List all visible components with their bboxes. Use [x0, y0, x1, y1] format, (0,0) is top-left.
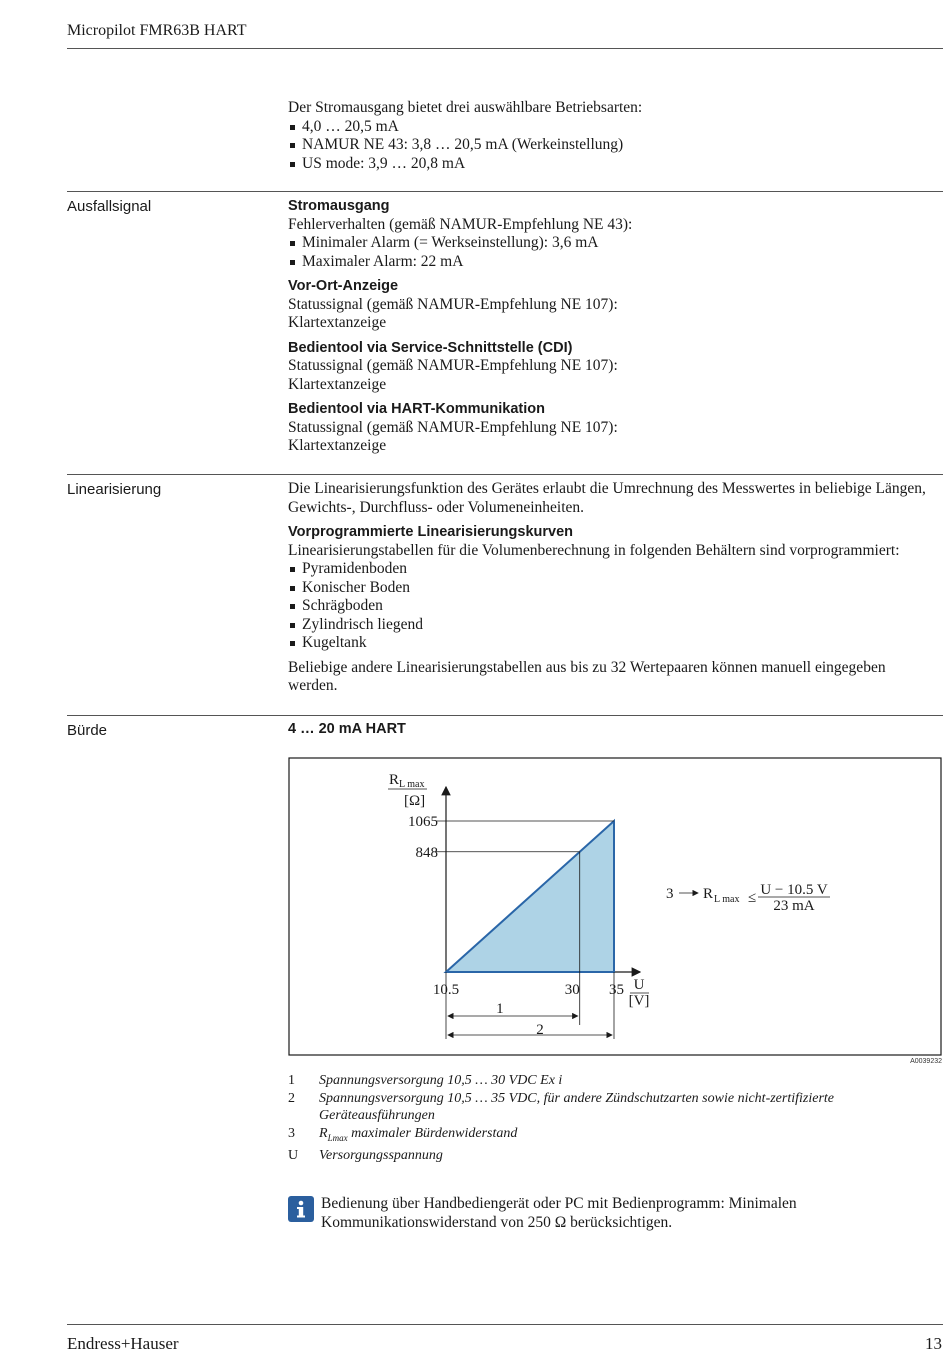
paragraph: Beliebige andere Linearisierungstabellen aus bis zu 32 Wertepaaren können manuell eingegeben werden.: [288, 658, 886, 694]
list-item: Konischer Boden: [288, 579, 928, 598]
y-tick-label: 1065: [408, 814, 438, 830]
paragraph: Klartextanzeige: [288, 375, 387, 393]
list-item: Maximaler Alarm: 22 mA: [288, 253, 928, 272]
row-label-buerde: Bürde: [67, 722, 108, 739]
chart-plot-area: [408, 787, 830, 1039]
subheading: Bedientool via HART-Kommunikation: [288, 401, 545, 417]
list-item: Schrägboden: [288, 597, 928, 616]
paragraph: Statussignal (gemäß NAMUR-Empfehlung NE 107):: [288, 418, 618, 436]
list-item: Pyramidenboden: [288, 560, 928, 579]
dimension-label: 2: [536, 1022, 544, 1038]
subheading: Vorprogrammierte Linearisierungskurven: [288, 524, 573, 540]
formula-callout: 3: [666, 886, 674, 902]
subheading: Stromausgang: [288, 198, 390, 214]
intro-text: Der Stromausgang bietet drei auswählbare Betriebsarten:: [288, 99, 643, 116]
alarm-list: [288, 234, 928, 271]
paragraph: Die Linearisierungsfunktion des Gerätes erlaubt die Umrechnung des Messwertes in beliebige Längen, Gewichts-, Durchfluss- oder Volumeneinheiten.: [288, 480, 926, 516]
header-rule: [67, 48, 943, 49]
subheading: Vor-Ort-Anzeige: [288, 278, 399, 294]
paragraph: Linearisierungstabellen für die Volumenberechnung in folgenden Behältern sind vorprogrammiert:: [288, 541, 900, 559]
list-item: Zylindrisch liegend: [288, 616, 928, 635]
paragraph: Klartextanzeige: [288, 314, 387, 331]
list-item: NAMUR NE 43: 3,8 … 20,5 mA (Werkeinstellung): [288, 136, 928, 155]
x-tick-label: 30: [564, 982, 580, 998]
paragraph: Fehlerverhalten (gemäß NAMUR-Empfehlung NE 43):: [288, 215, 633, 233]
formula-denominator: 23 mA: [773, 898, 815, 914]
formula-lhs-sub: L max: [714, 894, 740, 905]
footer-rule: [67, 1324, 943, 1325]
x-axis-label: U: [633, 977, 645, 993]
figure-id: A0039232: [910, 1058, 942, 1065]
list-item: Minimaler Alarm (= Werkseinstellung): 3,6 mA: [288, 234, 928, 253]
formula-operator: ≤: [748, 890, 757, 906]
paragraph: Statussignal (gemäß NAMUR-Empfehlung NE 107):: [288, 295, 618, 313]
x-tick-label: 35: [609, 982, 624, 998]
linearisierung-content: [288, 480, 928, 696]
formula-numerator: U − 10.5 V: [760, 882, 828, 898]
buerde-title: 4 … 20 mA HART: [288, 721, 406, 737]
row-label-ausfallsignal: Ausfallsignal: [67, 198, 152, 215]
load-chart: [288, 757, 943, 1057]
intro-list: [288, 118, 928, 174]
y-tick-label: 848: [415, 844, 438, 861]
legend-item: 2 Spannungsversorgung 10,5 … 35 VDC, für andere Zündschutzarten sowie nicht-zertifizierte Geräteausführungen: [288, 1090, 834, 1123]
footer-brand: Endress+Hauser: [67, 1334, 179, 1353]
x-axis-unit: [V]: [628, 993, 650, 1009]
page-header-title: Micropilot FMR63B HART: [67, 22, 247, 39]
info-note-text: Bedienung über Handbediengerät oder PC mit Bedienprogramm: Minimalen Kommunikationswiderstand von 250 Ω berücksichtigen.: [321, 1195, 797, 1231]
list-item: US mode: 3,9 … 20,8 mA: [288, 155, 928, 174]
dimension-label: 1: [496, 1001, 504, 1017]
ausfallsignal-content: [288, 197, 928, 456]
y-axis-label: $R_{L max}$: [389, 772, 425, 790]
subheading: Bedientool via Service-Schnittstelle (CDI): [288, 339, 573, 356]
intro-block: [288, 99, 928, 173]
list-item: 4,0 … 20,5 mA: [288, 118, 928, 137]
section-rule: [67, 191, 943, 192]
footer-page-number: 13: [925, 1334, 942, 1353]
x-tick-label: 10.5: [432, 982, 460, 998]
load-area: [446, 821, 614, 972]
list-item: Kugeltank: [288, 634, 928, 653]
legend-item: 3 $R_{Lmax}$ maximaler Bürdenwiderstand: [288, 1125, 518, 1143]
tank-list: [288, 560, 928, 653]
section-rule: [67, 715, 943, 716]
formula-lhs: R: [703, 886, 714, 902]
y-axis-unit: [Ω]: [404, 793, 426, 809]
figure-legend: [288, 1072, 928, 1164]
legend-item: 1 Spannungsversorgung 10,5 … 30 VDC Ex i: [288, 1073, 563, 1088]
legend-item: U Versorgungsspannung: [288, 1147, 443, 1163]
paragraph: Klartextanzeige: [288, 437, 387, 454]
section-rule: [67, 474, 943, 475]
row-label-linearisierung: Linearisierung: [67, 481, 162, 498]
paragraph: Statussignal (gemäß NAMUR-Empfehlung NE 107):: [288, 357, 618, 374]
info-icon: [288, 1196, 314, 1222]
